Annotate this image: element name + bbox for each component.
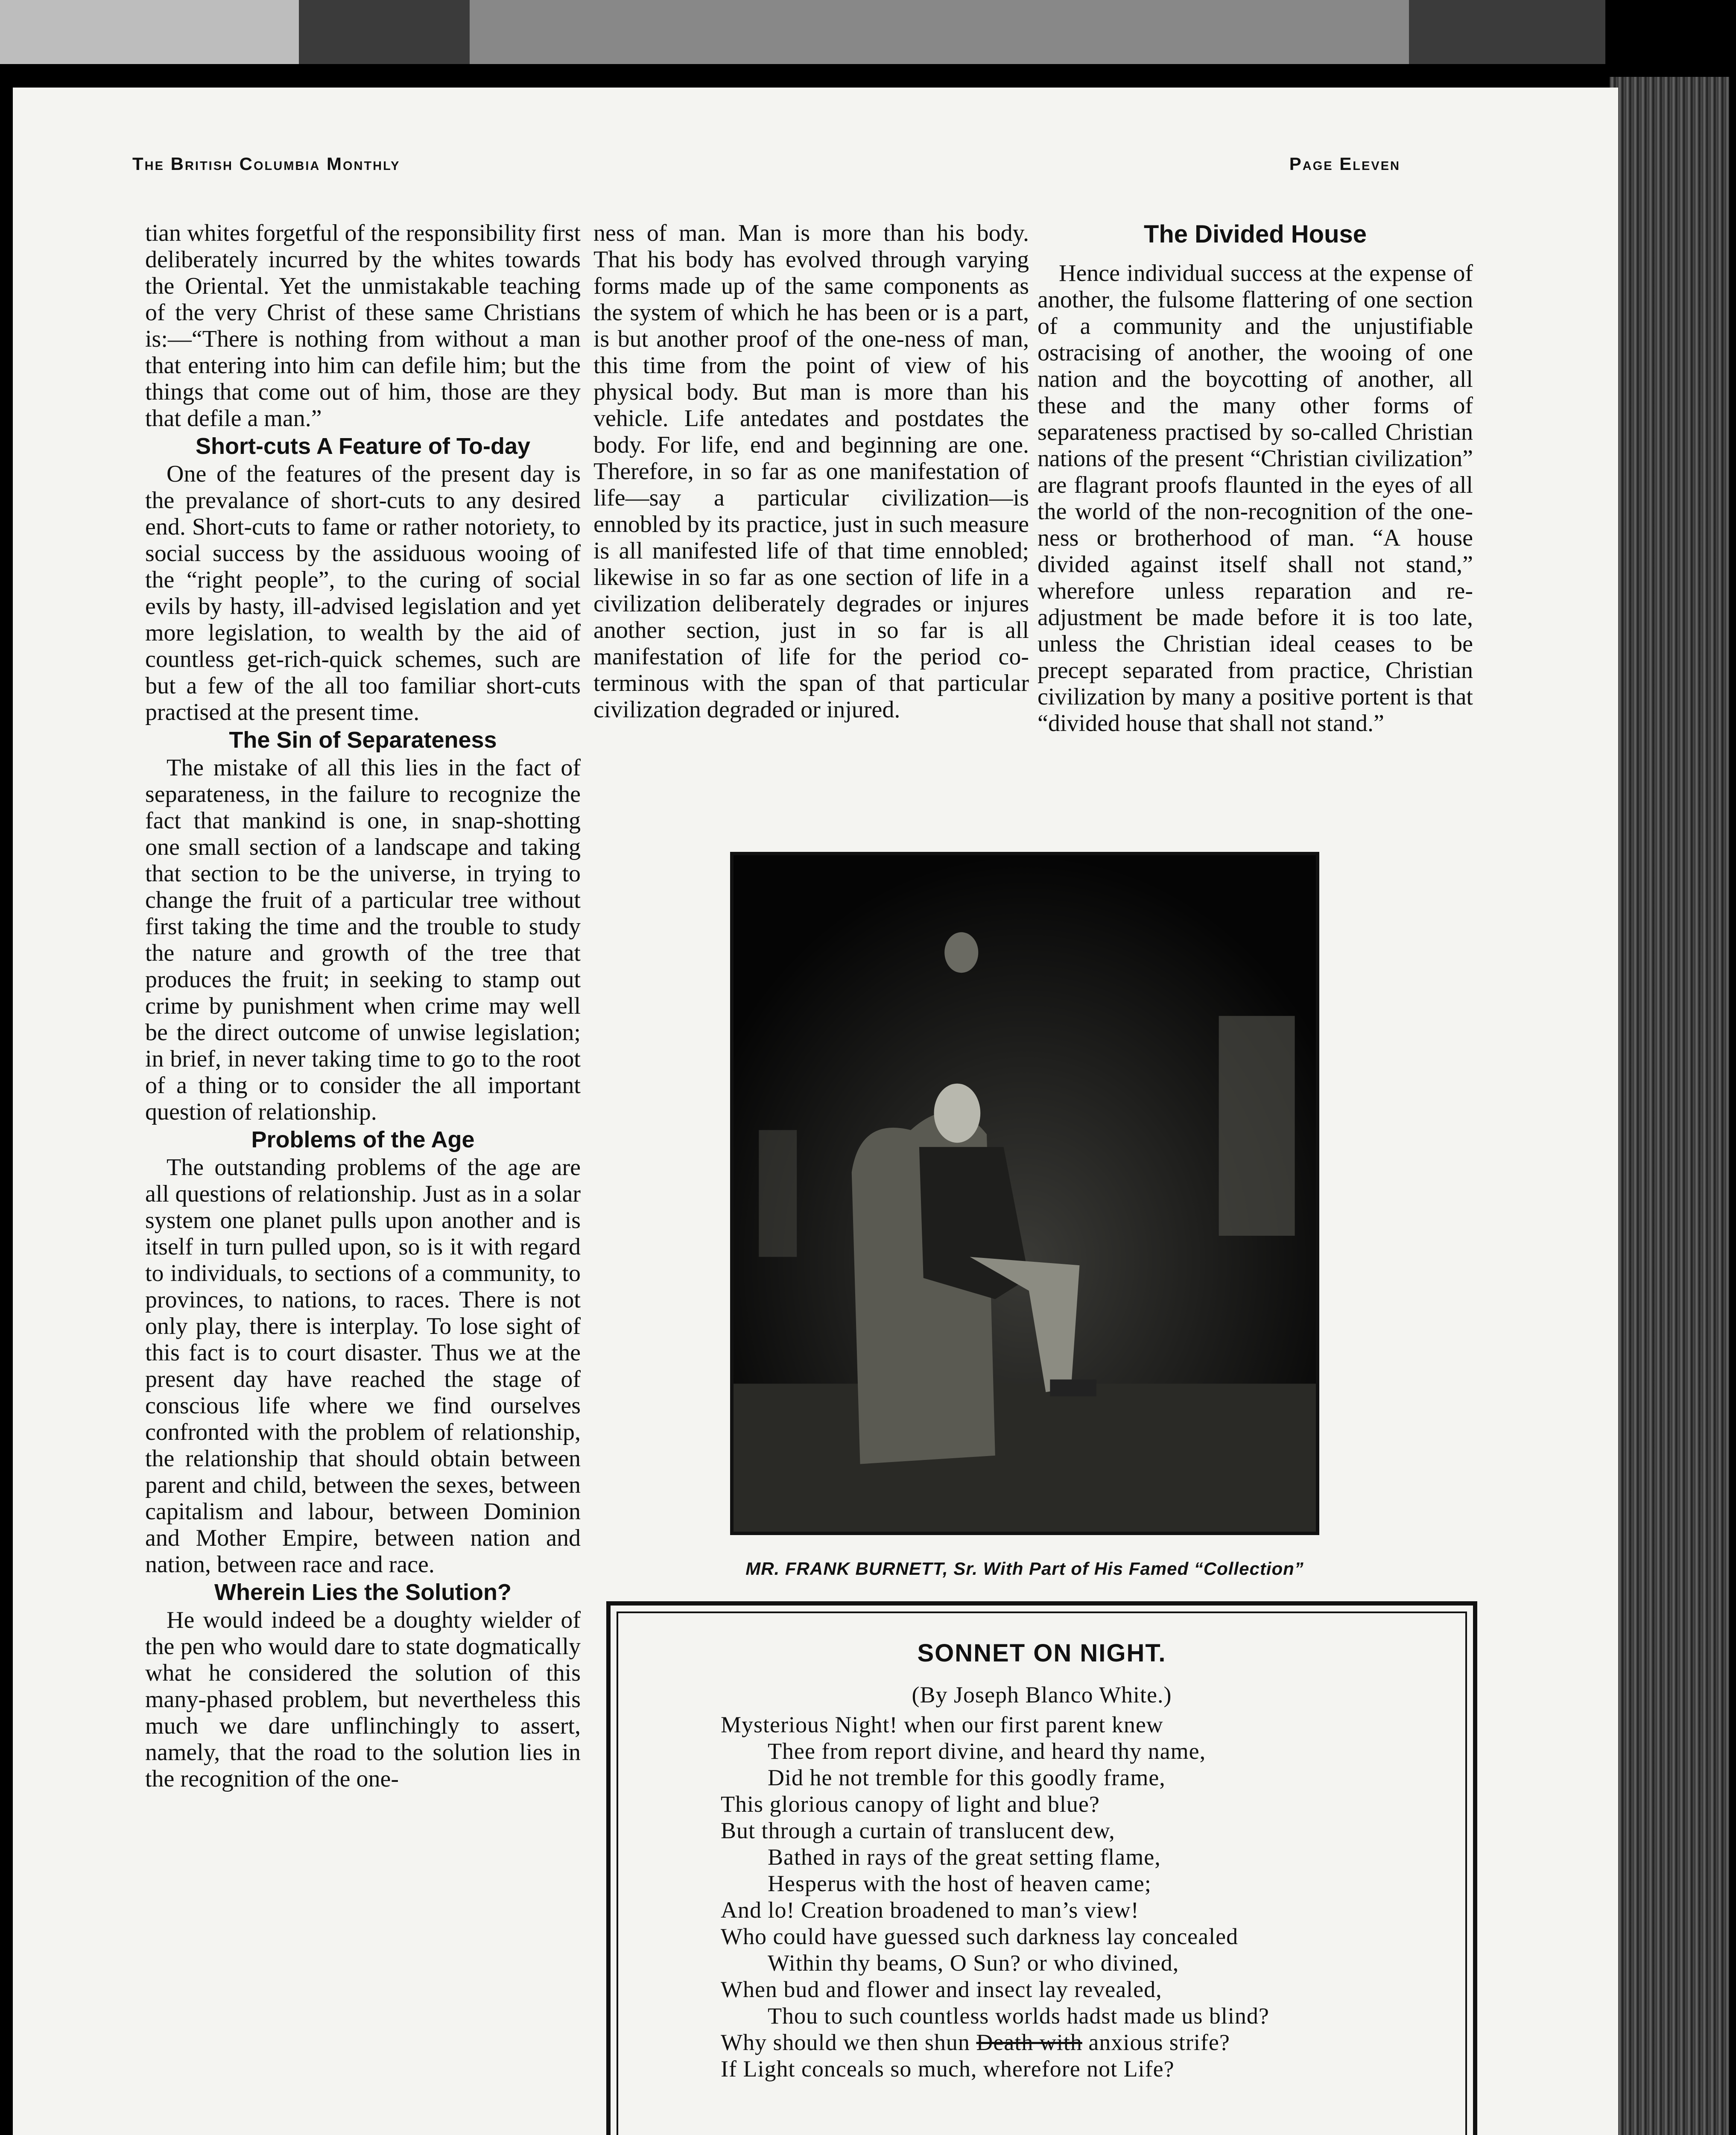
verse-line: If Light conceals so much, wherefore not Life? [721, 2056, 1175, 2082]
paragraph: The outstanding problems of the age are all questions of relationship. Just as in a solar system one planet pulls upon another and is itself in turn pulled upon, so is it with regard to individuals, to sections of a community, to provinces, to nations, to races. There is not only play, there is interplay. To lose sight of this fact is to court disaster. Thus we at the present day have reached the stage of conscious life where we find ourselves confronted with the problem of relationship, the relationship that should obtain between parent and child, between the sexes, between capitalism and labour, between Dominion and Mother Empire, between nation and nation, between race and race. [145, 1154, 581, 1578]
subheading: The Sin of Separateness [229, 727, 497, 753]
verse-line: Who could have guessed such darkness lay concealed [721, 1924, 1239, 1949]
paragraph: ness of man. Man is more than his body. That his body has evolved through varying forms made up of the same components as the system of which he has been or is a part, is but another proof of the one-ness of man, this time from the point of view of his physical body. But man is more than his vehicle. Life antedates and postdates the body. For life, end and beginning are one. Therefore, in so far as one manifestation of life—say a particular civilization—is ennobled by its practice, just in such measure is all manifested life of that time ennobled; likewise in so far as one section of life in a civilization deliberately degrades or injures another section, just in so far is all manifestation of life for the period co-terminous with the span of that particular civilization degraded or injured. [593, 220, 1029, 723]
running-head-right: Page Eleven [1289, 154, 1400, 174]
paragraph: tian whites forgetful of the responsibility first deliberately incurred by the whites towards the Oriental. Yet the unmistakable teaching of the very Christ of these same Christians is:—“There is nothing from without a man that entering into him can defile him; but the things that come out of him, those are they that defile a man.” [145, 220, 581, 432]
verse-line: Thou to such countless worlds hadst made us blind? [768, 2003, 1269, 2029]
verse-line: Thee from report divine, and heard thy name, [768, 1738, 1206, 1764]
subheading: Short-cuts A Feature of To-day [195, 433, 531, 459]
verse-line: Mysterious Night! when our first parent knew [721, 1712, 1163, 1737]
verse-line: Bathed in rays of the great setting flame, [768, 1844, 1161, 1870]
subheading: Problems of the Age [251, 1127, 475, 1152]
film-border-top [0, 0, 1605, 64]
verse-line: This glorious canopy of light and blue? [721, 1791, 1100, 1817]
verse-line: When bud and flower and insect lay revealed, [721, 1977, 1162, 2002]
paragraph: He would indeed be a doughty wielder of the pen who would dare to state dogmatically what he considered the solution of this many-phased problem, but nevertheless this much we dare unflinchingly to assert, namely, that the road to the solution lies in the recognition of the one- [145, 1607, 581, 1792]
photo-illustration [734, 855, 1316, 1532]
verse-fragment: Why should we then shun [721, 2030, 976, 2055]
photo-caption: MR. FRANK BURNETT, Sr. With Part of His Famed “Collection” [745, 1559, 1304, 1579]
sonnet-author: (By Joseph Blanco White.) [912, 1682, 1172, 1708]
book-spine [1610, 77, 1729, 2135]
paragraph: One of the features of the present day is the prevalance of short-cuts to any desired end. Short-cuts to fame or rather notoriety, to social success by the assiduous wooing of the “right people”, to the curing of social evils by hasty, ill-advised legislation and yet more legislation, to wealth by the aid of countless get-rich-quick schemes, such are but a few of the all too familiar short-cuts practised at the present time. [145, 461, 581, 725]
sonnet-box [606, 1601, 1477, 2135]
verse-line: Did he not tremble for this goodly frame, [768, 1765, 1166, 1790]
struck-text: Death with [976, 2030, 1082, 2055]
verse-fragment: anxious strife? [1082, 2030, 1230, 2055]
verse-line: And lo! Creation broadened to man’s view! [721, 1897, 1139, 1923]
verse-line [721, 2029, 1447, 2056]
sonnet-body [721, 1711, 1447, 2082]
subheading: The Divided House [1143, 220, 1367, 248]
verse-line: Within thy beams, O Sun? or who divined, [768, 1950, 1179, 1976]
paragraph: Hence individual success at the expense of another, the fulsome flattering of one section of a community and the unjustifiable ostracising of another, the wooing of one nation and the boycotting of another, all these and the many other forms of separateness practised by so-called Christian nations of the present “Christian civilization” are flagrant proofs flaunted in the eyes of all the world of the non-recognition of the one-ness or brotherhood of man. “A house divided against itself shall not stand,” wherefore unless reparation and re-adjustment be made before it is too late, unless the Christian ideal ceases to be precept separated from practice, Christian civilization by many a positive portent is that “divided house that shall not stand.” [1038, 260, 1473, 737]
verse-line: But through a curtain of translucent dew, [721, 1818, 1115, 1843]
sonnet-title: SONNET ON NIGHT. [917, 1639, 1166, 1667]
running-head-left: The British Columbia Monthly [132, 154, 400, 174]
photograph [730, 852, 1319, 1535]
verse-line: Hesperus with the host of heaven came; [768, 1871, 1151, 1896]
column-3 [1038, 220, 1473, 737]
page [13, 88, 1618, 2135]
column-2 [593, 220, 1029, 723]
subheading: Wherein Lies the Solution? [214, 1579, 511, 1605]
column-1 [145, 220, 581, 1792]
paragraph: The mistake of all this lies in the fact of separateness, in the failure to recognize the fact that mankind is one, in snap-shotting one small section of a landscape and taking that section to be the universe, in trying to change the fruit of a particular tree without first taking the time and the trouble to study the nature and growth of the tree that produces the fruit; in seeking to stamp out crime by punishment when crime may well be the direct outcome of unwise legislation; in brief, in never taking time to go to the root of a thing or to consider the all important question of relationship. [145, 755, 581, 1125]
